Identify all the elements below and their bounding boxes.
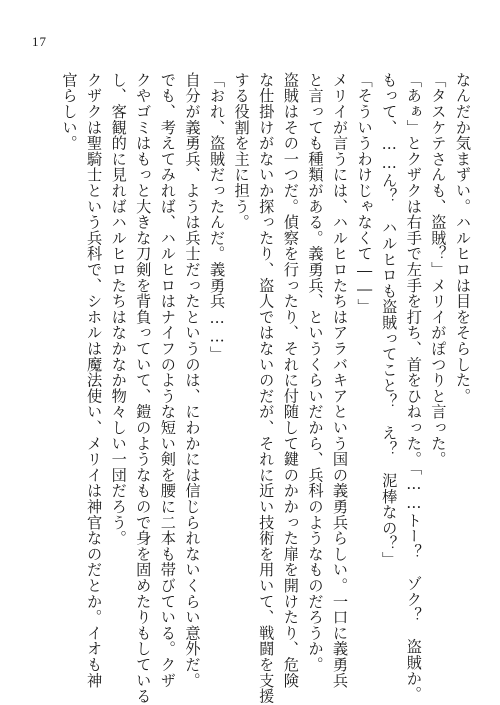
text-line-11: 「おれ、盗賊だったんだ。義勇兵……」 — [208, 72, 227, 362]
text-line-9: な仕掛けがないか探ったり、盗人ではないのだが、それに近い技術を用いて、戦闘を支援 — [257, 72, 276, 704]
text-line-3: 「あぁ」とクザクは右手で左手を打ち、首をひねった。「……トー？ ゾク？ 盗賊か。 — [404, 72, 423, 702]
vertical-text-body — [40, 72, 472, 704]
text-line-8: 盗賊はその一つだ。偵察を行ったり、それに付随して鍵のかかった扉を開けたり、危険 — [281, 72, 300, 689]
text-line-14: クやゴミはもっと大きな刀剣を背負っていて、鎧のようなもので身を固めたりもしている — [134, 72, 153, 704]
text-line-16: クザクは聖騎士という兵科で、シホルは魔法使い、メリイは神官なのだとか。イオも神 — [85, 72, 104, 689]
text-line-12: 自分が義勇兵、ようは兵士だったというのは、にわかには信じられないくらい意外だ。 — [183, 72, 202, 689]
text-line-15: し、客観的に見ればハルヒロたちはなかなか物々しい一団だろう。 — [109, 72, 128, 546]
text-line-10: する役割を主に担う。 — [232, 72, 251, 230]
text-line-2: 「タスケテさんも、盗賊？」メリイがぽつりと言った。 — [429, 72, 448, 467]
text-line-17: 官らしい。 — [60, 72, 79, 151]
text-line-13: でも、考えてみれば、ハルヒロはナイフのような短い剣を腰に二本も帯びている。クザ — [158, 72, 177, 689]
text-line-7: と言っても種類がある。義勇兵、というくらいだから、兵科のようなものだろうか。 — [306, 72, 325, 673]
text-line-4: もって、……ん？ ハルヒロも盗賊ってこと？ え？ 泥棒なの？」 — [380, 72, 399, 568]
text-line-1: なんだか気まずい。ハルヒロは目をそらした。 — [454, 72, 472, 404]
text-line-6: メリイが言うには、ハルヒロたちはアラバキアという国の義勇兵らしい。一口に義勇兵 — [331, 72, 350, 689]
text-line-5: 「そういうわけじゃなくて――」 — [355, 72, 374, 315]
page-number: 17 — [32, 34, 47, 49]
